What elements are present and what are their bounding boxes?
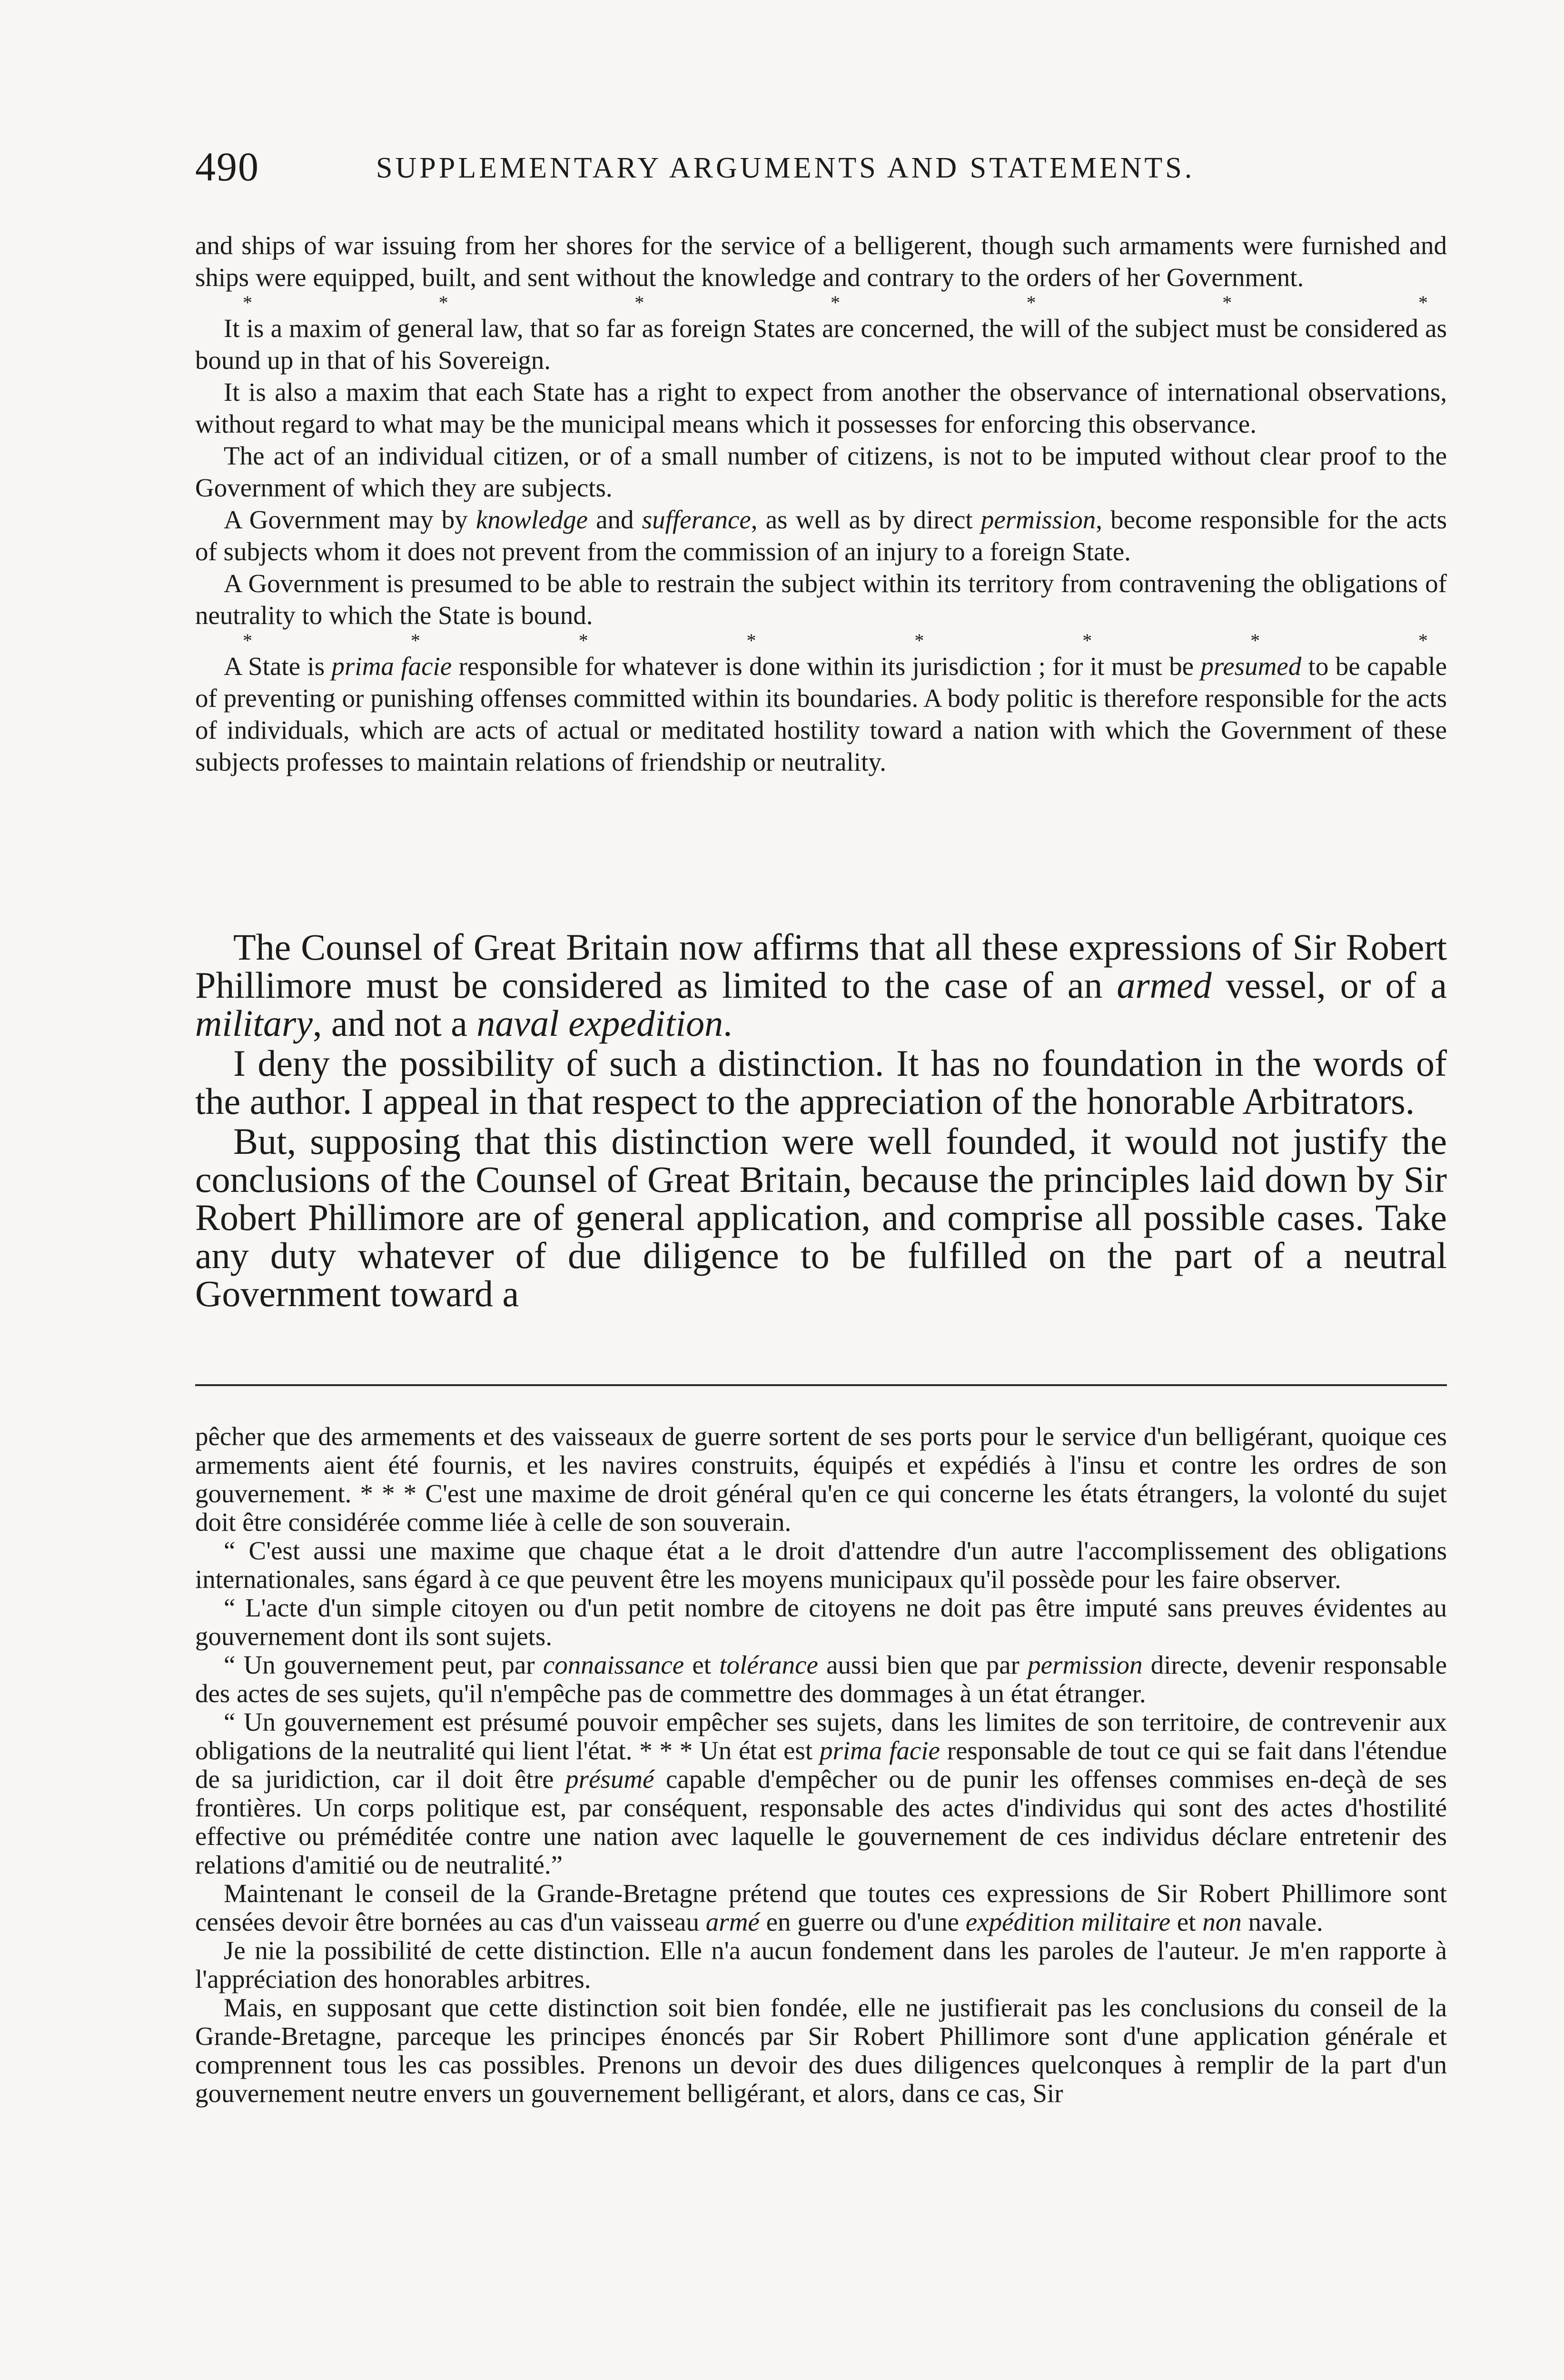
- quote-paragraph: It is a maxim of general law, that so far as foreign States are concerned, the will of the subject must be considered as bound up in that of his Sovereign.: [195, 314, 1447, 375]
- text-run: , and not a: [313, 1002, 477, 1044]
- star: *: [1250, 630, 1260, 651]
- quote-paragraph: and ships of war issuing from her shores for the service of a belligerent, though such armaments were furnished and ships were equipped, built, and sent without the knowledge and contrary to the orders of her Government.: [195, 231, 1447, 292]
- page-number: 490: [195, 144, 259, 189]
- text-run: The Counsel of Great Britain now affirms that all these expressions of Sir Robert Phillimore must be considered as limited to the case of an: [195, 926, 1447, 1006]
- text-run: vessel, or of a: [1211, 964, 1447, 1006]
- quote-paragraph: It is also a maxim that each State has a right to expect from another the observance of international observations, without regard to what may be the municipal means which it possesses for enforcing this observance.: [195, 377, 1447, 438]
- text-run: “ Un gouvernement est présumé pouvoir empêcher ses sujets, dans les limites de son territoire, de contrevenir aux obligations de la neutralité qui lient l'état. * * * Un état est: [195, 1707, 1447, 1765]
- text-run: directe, devenir responsable des actes de ses sujets, qu'il n'empêche pas de commettre des dommages à un état étranger.: [195, 1650, 1447, 1708]
- french-paragraph: Je nie la possibilité de cette distinction. Elle n'a aucun fondement dans les paroles de l'auteur. Je m'en rapporte à l'appréciation des honorables arbitres.: [195, 1936, 1447, 1993]
- text-run: responsable de tout ce qui se fait dans l'étendue de sa juridiction, car il doit être: [195, 1736, 1447, 1794]
- text-run: A State is: [224, 652, 332, 681]
- italic-run: non: [1202, 1907, 1242, 1936]
- italic-run: permission: [980, 505, 1096, 534]
- french-paragraph: [195, 1708, 1447, 1879]
- text-run: Maintenant le conseil de la Grande-Bretagne prétend que toutes ces expressions de Sir Robert Phillimore sont censées devoir être bornées au cas d'un vaisseau: [195, 1879, 1447, 1936]
- text-run: en guerre ou d'une: [759, 1907, 966, 1936]
- text-run: “ Un gouvernement peut, par: [224, 1650, 543, 1679]
- star: *: [1418, 292, 1428, 313]
- french-paragraph: “ L'acte d'un simple citoyen ou d'un petit nombre de citoyens ne doit pas être imputé sans preuves évidentes au gouvernement dont ils sont sujets.: [195, 1593, 1447, 1651]
- text-run: to be capable of preventing or punishing offenses committed within its boundaries. A body politic is therefore responsible for the acts of individuals, which are acts of actual or meditated hostility toward a nation with which the Government of these subjects professes to maintain relations of friendship or neutrality.: [195, 652, 1447, 776]
- star: *: [410, 630, 420, 651]
- star: *: [1082, 630, 1092, 651]
- text-run: , as well as by direct: [751, 505, 981, 534]
- star: *: [1418, 630, 1428, 651]
- star: *: [243, 292, 252, 313]
- text-run: and: [588, 505, 642, 534]
- italic-run: tolérance: [719, 1650, 818, 1679]
- star: *: [634, 292, 644, 313]
- star: *: [578, 630, 588, 651]
- text-run: navale.: [1241, 1907, 1323, 1936]
- running-title: SUPPLEMENTARY ARGUMENTS AND STATEMENTS.: [376, 152, 1195, 184]
- italic-run: knowledge: [475, 505, 588, 534]
- text-run: et: [684, 1650, 720, 1679]
- text-run: A Government may by: [224, 505, 476, 534]
- italic-run: naval expedition: [476, 1002, 723, 1044]
- quote-paragraph: A Government is presumed to be able to restrain the subject within its territory from contravening the obligations of neutrality to which the State is bound.: [195, 569, 1447, 630]
- text-run: capable d'empêcher ou de punir les offenses commises en-deçà de ses frontières. Un corps politique est, par conséquent, responsable des actes d'individus qui sont des actes d'hostilité effective ou préméditée contre une nation avec laquelle le gouvernement de ces individus déclare entretenir des relations d'amitié ou de neutralité.”: [195, 1765, 1447, 1879]
- star: *: [914, 630, 924, 651]
- body-paragraph: But, supposing that this distinction were well founded, it would not justify the conclusions of the Counsel of Great Britain, because the principles laid down by Sir Robert Phillimore are of general application, and comprise all possible cases. Take any duty whatever of due diligence to be fulfilled on the part of a neutral Government toward a: [195, 1121, 1447, 1314]
- quote-paragraph: The act of an individual citizen, or of a small number of citizens, is not to be imputed without clear proof to the Government of which they are subjects.: [195, 441, 1447, 502]
- italic-run: connaissance: [543, 1650, 684, 1679]
- english-quotation-block: [195, 229, 1447, 778]
- star: *: [1026, 292, 1036, 313]
- french-paragraph: [195, 1879, 1447, 1936]
- ellipsis-stars: [195, 293, 1447, 312]
- italic-run: armé: [705, 1907, 760, 1936]
- italic-run: permission: [1028, 1650, 1143, 1679]
- ellipsis-stars: [195, 631, 1447, 650]
- french-paragraph: [195, 1651, 1447, 1708]
- main-body-text: [195, 928, 1447, 1315]
- text-run: responsible for whatever is done within its jurisdiction ; for it must be: [452, 652, 1201, 681]
- running-header: [195, 143, 1447, 195]
- italic-run: military: [195, 1002, 313, 1044]
- french-paragraph: Mais, en supposant que cette distinction soit bien fondée, elle ne justifierait pas les conclusions du conseil de la Grande-Bretagne, parceque les principes énoncés par Sir Robert Phillimore sont d'une application générale et comprennent tous les cas possibles. Prenons un devoir des dues diligences quelconques à remplir de la part d'un gouvernement neutre envers un gouvernement belligérant, et alors, dans ce cas, Sir: [195, 1993, 1447, 2108]
- french-translation-block: [195, 1422, 1447, 2108]
- text-run: aussi bien que par: [818, 1650, 1028, 1679]
- star: *: [438, 292, 448, 313]
- italic-run: expédition militaire: [965, 1907, 1171, 1936]
- italic-run: prima facie: [331, 652, 452, 681]
- italic-run: sufferance: [642, 505, 751, 534]
- quote-paragraph: [195, 504, 1447, 567]
- star: *: [746, 630, 756, 651]
- italic-run: prima facie: [819, 1736, 940, 1765]
- french-paragraph: “ C'est aussi une maxime que chaque état a le droit d'attendre d'un autre l'accomplissement des obligations internationales, sans égard à ce que peuvent être les moyens municipaux qu'il possède pour les faire observer.: [195, 1536, 1447, 1594]
- star: *: [243, 630, 252, 651]
- body-paragraph: [195, 928, 1447, 1042]
- star: *: [830, 292, 840, 313]
- star: *: [1222, 292, 1232, 313]
- french-paragraph: pêcher que des armements et des vaisseaux de guerre sortent de ses ports pour le service d'un belligérant, quoique ces armements aient été fournis, et les navires construits, équipés et expédiés à l'insu et contre les ordres de son gouvernement. * * * C'est une maxime de droit général qu'en ce qui concerne les états étrangers, la volonté du sujet doit être considérée comme liée à celle de son souverain.: [195, 1422, 1447, 1537]
- italic-run: armed: [1117, 964, 1212, 1006]
- italic-run: présumé: [565, 1765, 654, 1794]
- italic-run: presumed: [1200, 652, 1302, 681]
- footnote-divider: [195, 1384, 1447, 1386]
- text-run: , become responsible for the acts of subjects whom it does not prevent from the commission of an injury to a foreign State.: [195, 505, 1447, 566]
- text-run: et: [1170, 1907, 1203, 1936]
- text-run: .: [723, 1002, 733, 1044]
- quote-paragraph: [195, 650, 1447, 778]
- body-paragraph: I deny the possibility of such a distinction. It has no foundation in the words of the author. I appeal in that respect to the appreciation of the honorable Arbitrators.: [195, 1042, 1447, 1122]
